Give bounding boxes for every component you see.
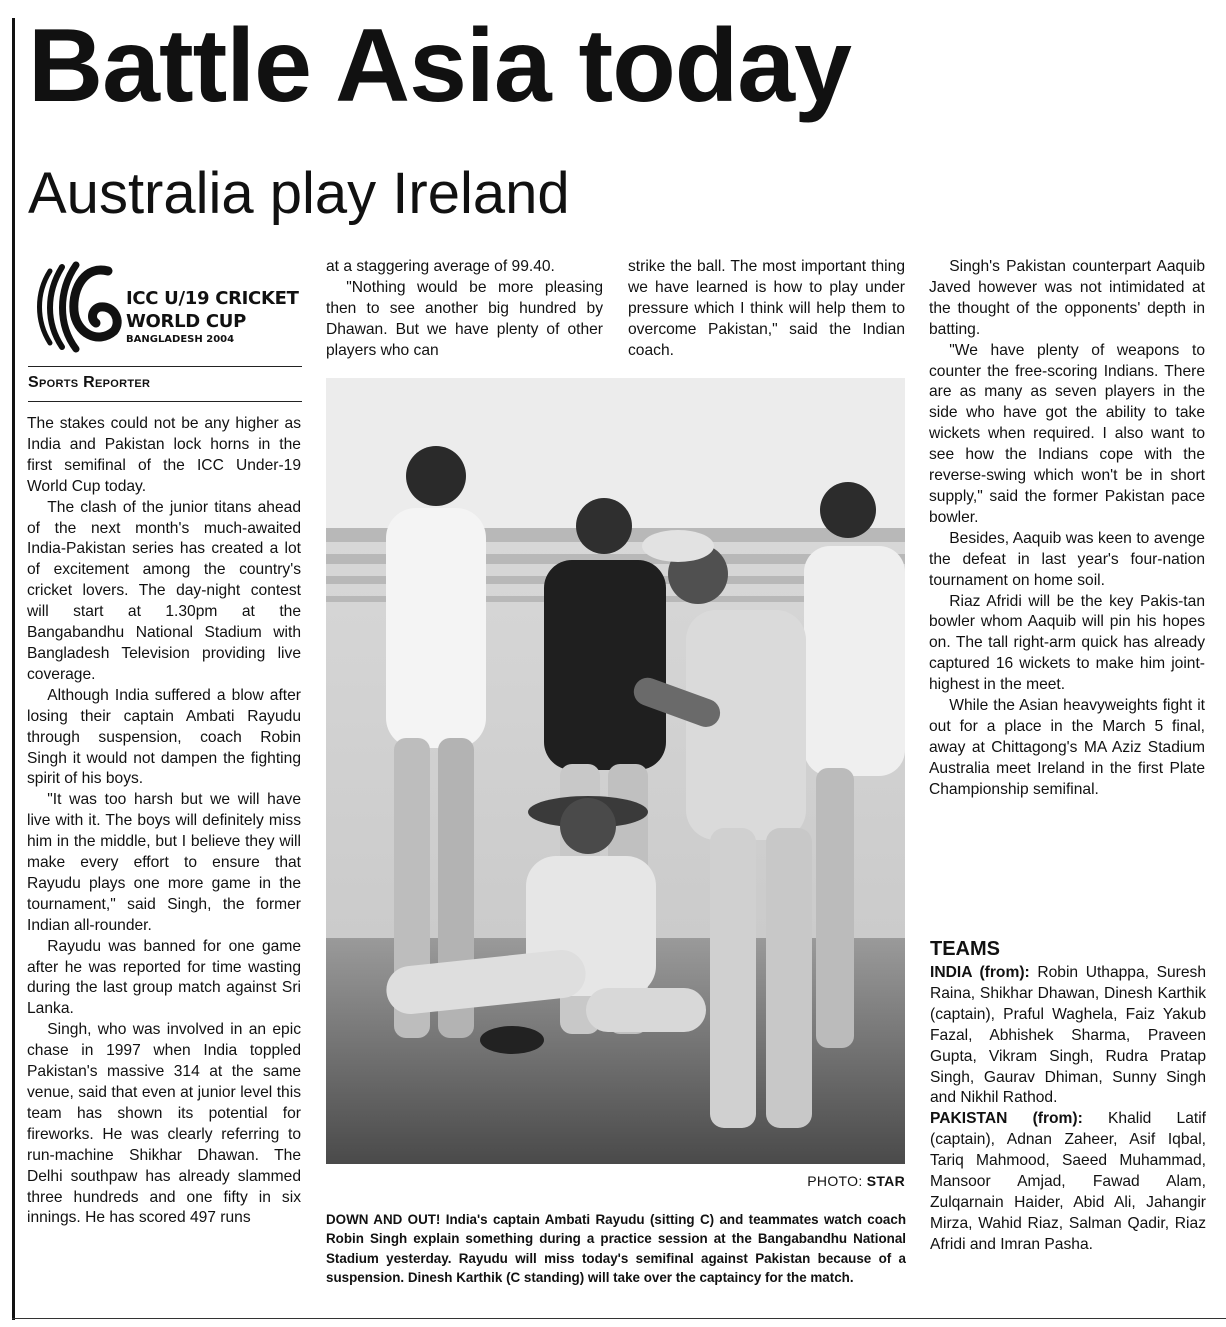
paragraph: Besides, Aaquib was keen to avenge the defeat in last year's four-nation tournament on home soil.	[929, 529, 1205, 589]
paragraph: While the Asian heavyweights fight it out for a place in the March 5 final, away at Chittagong's MA Aziz Stadium Australia meet Ireland in the first Plate Championship semifinal.	[929, 697, 1205, 798]
paragraph: "We have plenty of weapons to counter the free-scoring Indians. There are as many as seven players in the side who have got the ability to take wickets when required. I also want to see how the Indians cope with the reverse-swing which won't be in short supply," said the former Pakistan pace bowler.	[929, 341, 1205, 526]
headline: Battle Asia today	[28, 8, 851, 124]
subheadline: Australia play Ireland	[28, 161, 570, 226]
byline-rule-bottom	[28, 401, 302, 402]
article-column-3	[628, 257, 905, 362]
paragraph: Singh, who was involved in an epic chase in 1997 when India toppled Pakistan's massive 314 at the same venue, said that even at junior level this team has shown its potential for fireworks. He was clearly referring to run-machine Shikhar Dhawan. The Delhi southpaw has already slammed three hundreds and one fifty in six innings. He has scored 497 runs	[27, 1021, 301, 1227]
paragraph: strike the ball. The most important thing we have learned is how to play under pressure which I think will help them to overcome Pakistan," said the Indian coach.	[628, 258, 905, 359]
left-column-rule	[12, 18, 15, 1320]
photo-credit-source: STAR	[866, 1173, 905, 1189]
india-squad	[930, 963, 1206, 1109]
paragraph: at a staggering average of 99.40.	[326, 258, 555, 275]
paragraph: "It was too harsh but we will have live with it. The boys will definitely miss him in the middle, but I believe they will make every effort to ensure that Rayudu plays one more game in the tournament," said Singh, the former Indian all-rounder.	[27, 791, 301, 934]
paragraph: Although India suffered a blow after losing their captain Ambati Rayudu through suspension, coach Robin Singh it would not dampen the fighting spirit of his boys.	[27, 686, 301, 788]
logo-title-line1: ICC U/19 CRICKET	[126, 288, 299, 309]
pakistan-label: PAKISTAN (from):	[930, 1110, 1083, 1128]
teams-box	[930, 963, 1206, 1256]
logo-title-line2: WORLD CUP	[126, 311, 247, 332]
pakistan-squad	[930, 1109, 1206, 1255]
logo-subtitle: BANGLADESH 2004	[126, 334, 235, 345]
news-photo	[326, 378, 905, 1164]
byline-rule-top	[28, 366, 302, 367]
india-players: Robin Uthappa, Suresh Raina, Shikhar Dhawan, Dinesh Karthik (captain), Praful Waghela, Faiz Yakub Fazal, Abhishek Sharma, Praveen Gupta, Vikram Singh, Rudra Pratap Singh, Gaurav Dhiman, Sunny Singh and Nikhil Rathod.	[930, 964, 1207, 1107]
teams-heading: TEAMS	[930, 938, 1000, 960]
icc-u19-world-cup-logo	[28, 257, 302, 353]
photo-credit	[780, 1173, 905, 1189]
paragraph: Riaz Afridi will be the key Pakis-tan bowler whom Aaquib will pin his hopes on. The tall right-arm quick has already captured 16 wickets to make him joint-highest in the meet.	[929, 592, 1205, 694]
article-column-1	[27, 414, 301, 1229]
photo-credit-prefix: PHOTO:	[807, 1173, 863, 1189]
byline-text: Sports Reporter	[28, 374, 151, 391]
india-label: INDIA (from):	[930, 964, 1030, 981]
bottom-rule	[12, 1318, 1226, 1319]
icc-swoosh-icon	[28, 257, 124, 353]
pakistan-players: Khalid Latif (captain), Adnan Zaheer, Asif Iqbal, Tariq Mahmood, Saeed Muhammad, Mansoor Amjad, Fawad Alam, Zulqarnain Haider, Abid Ali, Jahangir Mirza, Wahid Riaz, Salman Qadir, Riaz Afridi and Imran Pasha.	[930, 1110, 1207, 1253]
article-column-2	[326, 257, 603, 362]
article-column-4	[929, 257, 1205, 801]
byline	[28, 374, 150, 392]
photo-caption: DOWN AND OUT! India's captain Ambati Rayudu (sitting C) and teammates watch coach Robin Singh explain something during a practice session at the Bangabandhu National Stadium yesterday. Rayudu will miss today's semifinal against Pakistan because of a suspension. Dinesh Karthik (C standing) will take over the captaincy for the match.	[326, 1212, 906, 1286]
paragraph: The clash of the junior titans ahead of the next month's much-awaited India-Pakistan series has created a lot of excitement among the country's cricket lovers. The day-night contest will start at 1.30pm at the Bangabandhu National Stadium with Bangladesh Television providing live coverage.	[27, 498, 301, 683]
paragraph: Singh's Pakistan counterpart Aaquib Javed however was not intimidated at the thought of the opponents' depth in batting.	[929, 258, 1205, 338]
paragraph: "Nothing would be more pleasing then to see another big hundred by Dhawan. But we have plenty of other players who can	[326, 278, 603, 359]
paragraph: The stakes could not be any higher as India and Pakistan lock horns in the first semifinal of the ICC Under-19 World Cup today.	[27, 415, 301, 495]
paragraph: Rayudu was banned for one game after he was reported for time wasting during the last group match against Sri Lanka.	[27, 937, 301, 1018]
